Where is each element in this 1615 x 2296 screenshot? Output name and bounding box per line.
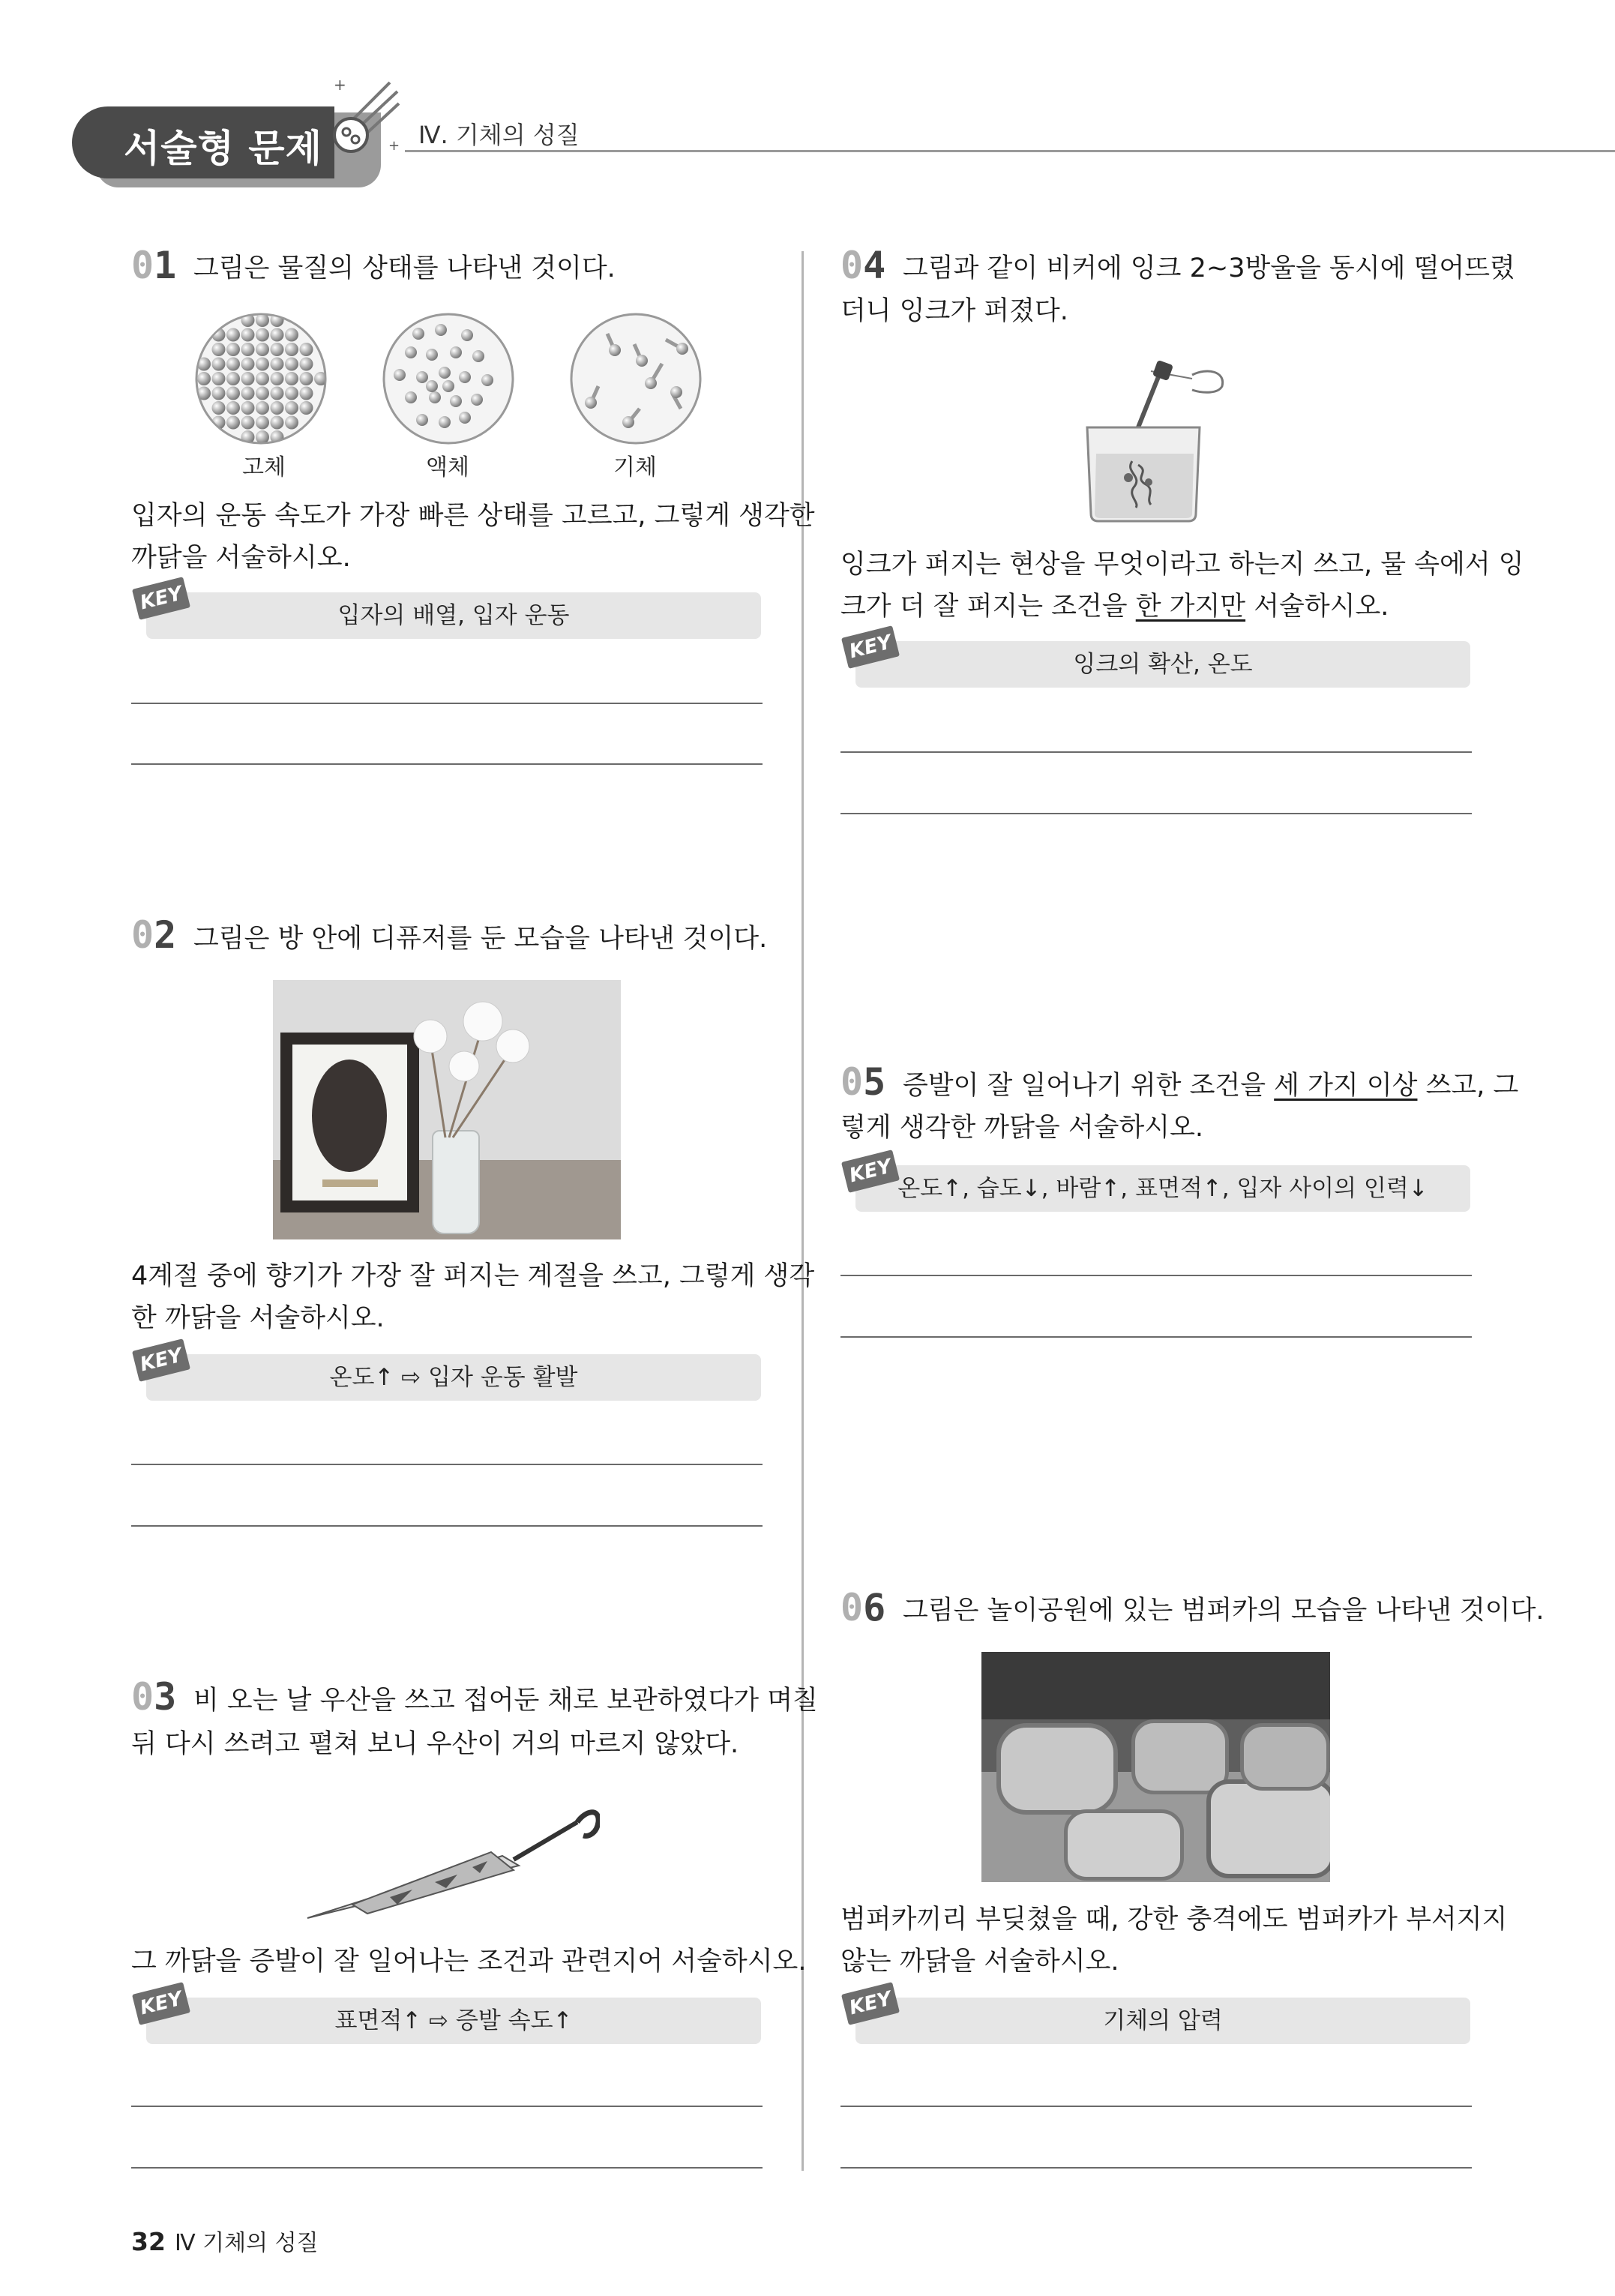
q1-answer-line-1[interactable] xyxy=(131,703,763,704)
diffuser-bottle xyxy=(432,1130,480,1234)
gas-circle xyxy=(571,314,700,443)
q5-key-tag: KEY xyxy=(841,1149,900,1193)
q6-ask-line1: 범퍼카끼리 부딪쳤을 때, 강한 충격에도 범퍼카가 부서지지 xyxy=(840,1905,1508,1935)
q5-key-box xyxy=(855,1165,1470,1212)
q3-key-box xyxy=(146,1998,761,2044)
q3-ask-line1: 그 까닭을 증발이 잘 일어나는 조건과 관련지어 서술하시오. xyxy=(131,1947,807,1977)
column-divider xyxy=(802,251,804,2171)
q6-key-box xyxy=(855,1998,1470,2044)
q4-prompt-line2: 더니 잉크가 퍼졌다. xyxy=(840,296,1068,326)
frame xyxy=(280,1033,419,1212)
q5-key-text: 온도↑, 습도↓, 바람↑, 표면적↑, 입자 사이의 인력↓ xyxy=(897,1175,1428,1202)
q4-answer-line-1[interactable] xyxy=(840,751,1472,753)
q2-ask-line1: 4계절 중에 향기가 가장 잘 퍼지는 계절을 쓰고, 그렇게 생각 xyxy=(131,1261,815,1291)
q6-ask-line2: 않는 까닭을 서술하시오. xyxy=(840,1947,1119,1977)
chapter-label: Ⅳ. 기체의 성질 xyxy=(418,121,580,149)
q5-answer-line-2[interactable] xyxy=(840,1336,1472,1338)
q3-answer-line-2[interactable] xyxy=(131,2167,763,2169)
header-divider xyxy=(405,150,1615,152)
beaker-ink-illustration xyxy=(1080,349,1230,532)
q6-answer-line-2[interactable] xyxy=(840,2167,1472,2169)
page-footer xyxy=(131,2224,319,2257)
svg-text:+: + xyxy=(334,76,346,94)
q2-answer-line-2[interactable] xyxy=(131,1525,763,1527)
solid-circle xyxy=(196,313,328,444)
q6-key-tag: KEY xyxy=(841,1982,900,2025)
q2-prompt: 그림은 방 안에 디퓨저를 둔 모습을 나타낸 것이다. xyxy=(193,924,768,954)
q4-key-box xyxy=(855,641,1470,688)
liquid-circle xyxy=(384,314,513,443)
q3-prompt-line1: 비 오는 날 우산을 쓰고 접어둔 채로 보관하였다가 며칠 xyxy=(193,1686,818,1716)
q4-ask-line2: 크가 더 잘 퍼지는 조건을 한 가지만 서술하시오. xyxy=(840,592,1389,622)
caption-liquid: 액체 xyxy=(426,454,469,481)
particle-state-diagram xyxy=(193,311,703,446)
question-number-06: 06 xyxy=(840,1586,886,1629)
caption-gas: 기체 xyxy=(613,454,657,481)
q2-key-box xyxy=(146,1354,761,1401)
q1-key-box xyxy=(146,592,761,639)
q6-prompt: 그림은 놀이공원에 있는 범퍼카의 모습을 나타낸 것이다. xyxy=(903,1596,1545,1626)
bumper-car-photo xyxy=(981,1652,1330,1882)
question-number-03: 03 xyxy=(131,1675,177,1719)
q1-key-tag: KEY xyxy=(132,577,190,620)
svg-text:+: + xyxy=(388,138,400,154)
q6-answer-line-1[interactable] xyxy=(840,2106,1472,2107)
q6-key-text: 기체의 압력 xyxy=(1103,2007,1223,2034)
q3-prompt-line2: 뒤 다시 쓰려고 펼쳐 보니 우산이 거의 마르지 않았다. xyxy=(131,1729,739,1759)
question-number-02: 02 xyxy=(131,913,177,957)
q2-key-tag: KEY xyxy=(132,1338,190,1382)
q1-ask-line1: 입자의 운동 속도가 가장 빠른 상태를 고르고, 그렇게 생각한 xyxy=(131,501,815,531)
q3-key-text: 표면적↑ ⇨ 증발 속도↑ xyxy=(334,2007,573,2034)
q5-prompt-line2: 렇게 생각한 까닭을 서술하시오. xyxy=(840,1113,1204,1143)
q2-key-text: 온도↑ ⇨ 입자 운동 활발 xyxy=(329,1364,578,1391)
q2-ask-line2: 한 까닭을 서술하시오. xyxy=(131,1303,385,1333)
q3-answer-line-1[interactable] xyxy=(131,2106,763,2107)
diffuser-photo xyxy=(273,980,621,1239)
q4-key-tag: KEY xyxy=(841,625,900,669)
umbrella-illustration xyxy=(300,1792,600,1927)
meteor-icon xyxy=(330,75,405,157)
q4-answer-line-2[interactable] xyxy=(840,813,1472,814)
q2-answer-line-1[interactable] xyxy=(131,1464,763,1465)
page-number: 32 xyxy=(131,2227,166,2256)
q1-prompt: 그림은 물질의 상태를 나타낸 것이다. xyxy=(193,253,616,283)
q1-key-text: 입자의 배열, 입자 운동 xyxy=(337,602,570,629)
q5-answer-line-1[interactable] xyxy=(840,1275,1472,1276)
footer-chapter: Ⅳ 기체의 성질 xyxy=(174,2230,319,2256)
q4-prompt-line1: 그림과 같이 비커에 잉크 2~3방울을 동시에 떨어뜨렸 xyxy=(903,253,1515,283)
q5-prompt-line1: 증발이 잘 일어나기 위한 조건을 세 가지 이상 쓰고, 그 xyxy=(903,1071,1519,1101)
q4-key-text: 잉크의 확산, 온도 xyxy=(1073,651,1253,678)
question-number-01: 01 xyxy=(131,244,177,287)
q4-ask-line1: 잉크가 퍼지는 현상을 무엇이라고 하는지 쓰고, 물 속에서 잉 xyxy=(840,550,1524,580)
q1-answer-line-2[interactable] xyxy=(131,763,763,765)
section-title: 서술형 문제 xyxy=(124,127,322,170)
q1-ask-line2: 까닭을 서술하시오. xyxy=(131,543,351,573)
question-number-04: 04 xyxy=(840,244,886,287)
question-number-05: 05 xyxy=(840,1060,886,1104)
caption-solid: 고체 xyxy=(242,454,286,481)
q3-key-tag: KEY xyxy=(132,1982,190,2025)
